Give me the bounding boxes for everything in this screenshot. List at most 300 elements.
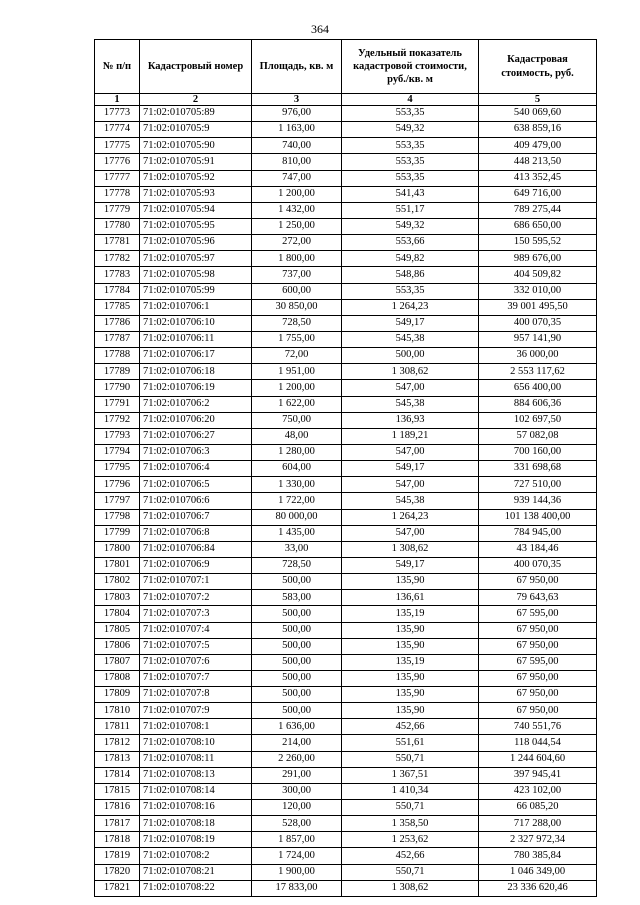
row-number-cell: 17818 bbox=[95, 832, 140, 848]
row-number-cell: 17784 bbox=[95, 283, 140, 299]
area-cell: 48,00 bbox=[252, 428, 342, 444]
table-row bbox=[95, 670, 597, 686]
row-number-cell: 17780 bbox=[95, 218, 140, 234]
unit-value-cell: 1 367,51 bbox=[342, 767, 479, 783]
area-cell: 728,50 bbox=[252, 557, 342, 573]
cadastral-value-cell: 101 138 400,00 bbox=[479, 509, 597, 525]
unit-value-cell: 545,38 bbox=[342, 331, 479, 347]
unit-value-cell: 135,90 bbox=[342, 687, 479, 703]
row-number-cell: 17814 bbox=[95, 767, 140, 783]
cadastral-number-cell: 71:02:010706:10 bbox=[140, 315, 252, 331]
area-cell: 500,00 bbox=[252, 654, 342, 670]
cadastral-number-cell: 71:02:010706:84 bbox=[140, 541, 252, 557]
table-row bbox=[95, 218, 597, 234]
cadastral-value-cell: 409 479,00 bbox=[479, 138, 597, 154]
row-number-cell: 17819 bbox=[95, 848, 140, 864]
table-row bbox=[95, 800, 597, 816]
cadastral-number-cell: 71:02:010706:18 bbox=[140, 364, 252, 380]
area-cell: 1 330,00 bbox=[252, 477, 342, 493]
table-row bbox=[95, 751, 597, 767]
unit-value-cell: 553,66 bbox=[342, 235, 479, 251]
row-number-cell: 17805 bbox=[95, 622, 140, 638]
area-cell: 1 800,00 bbox=[252, 251, 342, 267]
table-row bbox=[95, 461, 597, 477]
row-number-cell: 17800 bbox=[95, 541, 140, 557]
table-row bbox=[95, 719, 597, 735]
unit-value-cell: 135,19 bbox=[342, 654, 479, 670]
row-number-cell: 17821 bbox=[95, 880, 140, 896]
table-row bbox=[95, 638, 597, 654]
area-cell: 600,00 bbox=[252, 283, 342, 299]
area-cell: 1 200,00 bbox=[252, 380, 342, 396]
area-cell: 737,00 bbox=[252, 267, 342, 283]
unit-value-cell: 553,35 bbox=[342, 154, 479, 170]
row-number-cell: 17817 bbox=[95, 816, 140, 832]
area-cell: 72,00 bbox=[252, 348, 342, 364]
row-number-cell: 17793 bbox=[95, 428, 140, 444]
cadastral-value-cell: 2 553 117,62 bbox=[479, 364, 597, 380]
table-row bbox=[95, 235, 597, 251]
area-cell: 500,00 bbox=[252, 670, 342, 686]
unit-value-cell: 1 264,23 bbox=[342, 509, 479, 525]
row-number-cell: 17816 bbox=[95, 800, 140, 816]
cadastral-number-cell: 71:02:010706:19 bbox=[140, 380, 252, 396]
unit-value-cell: 135,90 bbox=[342, 574, 479, 590]
cadastral-value-cell: 404 509,82 bbox=[479, 267, 597, 283]
row-number-cell: 17796 bbox=[95, 477, 140, 493]
table-row bbox=[95, 154, 597, 170]
table-row bbox=[95, 138, 597, 154]
row-number-cell: 17806 bbox=[95, 638, 140, 654]
cadastral-value-cell: 400 070,35 bbox=[479, 557, 597, 573]
table-row bbox=[95, 848, 597, 864]
unit-value-cell: 545,38 bbox=[342, 493, 479, 509]
row-number-cell: 17777 bbox=[95, 170, 140, 186]
cadastral-value-cell: 638 859,16 bbox=[479, 122, 597, 138]
cadastral-value-cell: 150 595,52 bbox=[479, 235, 597, 251]
cadastral-value-cell: 717 288,00 bbox=[479, 816, 597, 832]
cadastral-value-cell: 67 950,00 bbox=[479, 622, 597, 638]
unit-value-cell: 548,86 bbox=[342, 267, 479, 283]
cadastral-number-cell: 71:02:010705:93 bbox=[140, 186, 252, 202]
cadastral-value-cell: 957 141,90 bbox=[479, 331, 597, 347]
header-area: Площадь, кв. м bbox=[252, 40, 342, 94]
row-number-cell: 17781 bbox=[95, 235, 140, 251]
column-number: 2 bbox=[140, 94, 252, 106]
area-cell: 500,00 bbox=[252, 606, 342, 622]
unit-value-cell: 135,90 bbox=[342, 703, 479, 719]
table-row bbox=[95, 622, 597, 638]
row-number-cell: 17820 bbox=[95, 864, 140, 880]
cadastral-number-cell: 71:02:010705:94 bbox=[140, 202, 252, 218]
area-cell: 214,00 bbox=[252, 735, 342, 751]
cadastral-value-cell: 332 010,00 bbox=[479, 283, 597, 299]
area-cell: 500,00 bbox=[252, 638, 342, 654]
cadastral-value-cell: 2 327 972,34 bbox=[479, 832, 597, 848]
unit-value-cell: 551,17 bbox=[342, 202, 479, 218]
cadastral-number-cell: 71:02:010707:9 bbox=[140, 703, 252, 719]
unit-value-cell: 1 308,62 bbox=[342, 541, 479, 557]
unit-value-cell: 549,32 bbox=[342, 122, 479, 138]
area-cell: 500,00 bbox=[252, 687, 342, 703]
cadastral-value-cell: 400 070,35 bbox=[479, 315, 597, 331]
cadastral-value-cell: 67 950,00 bbox=[479, 638, 597, 654]
cadastral-value-cell: 989 676,00 bbox=[479, 251, 597, 267]
cadastral-value-table bbox=[94, 39, 597, 897]
header-row bbox=[95, 40, 597, 94]
cadastral-number-cell: 71:02:010706:8 bbox=[140, 525, 252, 541]
cadastral-number-cell: 71:02:010707:3 bbox=[140, 606, 252, 622]
cadastral-value-cell: 727 510,00 bbox=[479, 477, 597, 493]
table-row bbox=[95, 396, 597, 412]
table-body bbox=[95, 106, 597, 897]
cadastral-value-cell: 740 551,76 bbox=[479, 719, 597, 735]
column-number: 1 bbox=[95, 94, 140, 106]
cadastral-number-cell: 71:02:010706:5 bbox=[140, 477, 252, 493]
header-cadastral-number: Кадастровый номер bbox=[140, 40, 252, 94]
area-cell: 1 250,00 bbox=[252, 218, 342, 234]
unit-value-cell: 550,71 bbox=[342, 751, 479, 767]
table-row bbox=[95, 364, 597, 380]
header-cadastral-value: Кадастровая стоимость, руб. bbox=[479, 40, 597, 94]
cadastral-number-cell: 71:02:010706:4 bbox=[140, 461, 252, 477]
cadastral-number-cell: 71:02:010706:2 bbox=[140, 396, 252, 412]
unit-value-cell: 1 189,21 bbox=[342, 428, 479, 444]
cadastral-number-cell: 71:02:010708:13 bbox=[140, 767, 252, 783]
cadastral-number-cell: 71:02:010706:11 bbox=[140, 331, 252, 347]
table-row bbox=[95, 170, 597, 186]
cadastral-value-cell: 23 336 620,46 bbox=[479, 880, 597, 896]
unit-value-cell: 549,17 bbox=[342, 315, 479, 331]
cadastral-value-cell: 57 082,08 bbox=[479, 428, 597, 444]
table-row bbox=[95, 412, 597, 428]
area-cell: 500,00 bbox=[252, 703, 342, 719]
cadastral-number-cell: 71:02:010706:17 bbox=[140, 348, 252, 364]
unit-value-cell: 547,00 bbox=[342, 380, 479, 396]
unit-value-cell: 136,93 bbox=[342, 412, 479, 428]
unit-value-cell: 452,66 bbox=[342, 848, 479, 864]
area-cell: 1 900,00 bbox=[252, 864, 342, 880]
row-number-cell: 17811 bbox=[95, 719, 140, 735]
table-row bbox=[95, 832, 597, 848]
column-number: 4 bbox=[342, 94, 479, 106]
row-number-cell: 17808 bbox=[95, 670, 140, 686]
row-number-cell: 17782 bbox=[95, 251, 140, 267]
row-number-cell: 17797 bbox=[95, 493, 140, 509]
area-cell: 1 435,00 bbox=[252, 525, 342, 541]
row-number-cell: 17809 bbox=[95, 687, 140, 703]
row-number-cell: 17795 bbox=[95, 461, 140, 477]
cadastral-number-cell: 71:02:010705:95 bbox=[140, 218, 252, 234]
area-cell: 528,00 bbox=[252, 816, 342, 832]
row-number-cell: 17802 bbox=[95, 574, 140, 590]
row-number-cell: 17803 bbox=[95, 590, 140, 606]
cadastral-number-cell: 71:02:010708:21 bbox=[140, 864, 252, 880]
table-row bbox=[95, 428, 597, 444]
table-row bbox=[95, 202, 597, 218]
table-row bbox=[95, 122, 597, 138]
row-number-cell: 17794 bbox=[95, 444, 140, 460]
table-row bbox=[95, 574, 597, 590]
cadastral-value-cell: 939 144,36 bbox=[479, 493, 597, 509]
row-number-cell: 17812 bbox=[95, 735, 140, 751]
table-row bbox=[95, 525, 597, 541]
row-number-cell: 17773 bbox=[95, 106, 140, 122]
unit-value-cell: 547,00 bbox=[342, 444, 479, 460]
cadastral-value-cell: 67 950,00 bbox=[479, 703, 597, 719]
row-number-cell: 17779 bbox=[95, 202, 140, 218]
unit-value-cell: 452,66 bbox=[342, 719, 479, 735]
cadastral-value-cell: 67 950,00 bbox=[479, 574, 597, 590]
row-number-cell: 17798 bbox=[95, 509, 140, 525]
row-number-cell: 17788 bbox=[95, 348, 140, 364]
cadastral-number-cell: 71:02:010706:7 bbox=[140, 509, 252, 525]
cadastral-value-cell: 118 044,54 bbox=[479, 735, 597, 751]
cadastral-value-cell: 649 716,00 bbox=[479, 186, 597, 202]
cadastral-number-cell: 71:02:010708:11 bbox=[140, 751, 252, 767]
cadastral-number-cell: 71:02:010706:1 bbox=[140, 299, 252, 315]
table-row bbox=[95, 703, 597, 719]
cadastral-value-cell: 884 606,36 bbox=[479, 396, 597, 412]
table-row bbox=[95, 493, 597, 509]
cadastral-value-cell: 36 000,00 bbox=[479, 348, 597, 364]
area-cell: 1 280,00 bbox=[252, 444, 342, 460]
table-row bbox=[95, 654, 597, 670]
cadastral-value-cell: 43 184,46 bbox=[479, 541, 597, 557]
unit-value-cell: 553,35 bbox=[342, 138, 479, 154]
table-row bbox=[95, 283, 597, 299]
area-cell: 17 833,00 bbox=[252, 880, 342, 896]
row-number-cell: 17815 bbox=[95, 783, 140, 799]
cadastral-number-cell: 71:02:010708:18 bbox=[140, 816, 252, 832]
cadastral-value-cell: 397 945,41 bbox=[479, 767, 597, 783]
row-number-cell: 17789 bbox=[95, 364, 140, 380]
cadastral-number-cell: 71:02:010706:27 bbox=[140, 428, 252, 444]
row-number-cell: 17810 bbox=[95, 703, 140, 719]
table-row bbox=[95, 348, 597, 364]
cadastral-number-cell: 71:02:010706:3 bbox=[140, 444, 252, 460]
unit-value-cell: 545,38 bbox=[342, 396, 479, 412]
unit-value-cell: 547,00 bbox=[342, 525, 479, 541]
cadastral-number-cell: 71:02:010705:9 bbox=[140, 122, 252, 138]
cadastral-number-cell: 71:02:010708:1 bbox=[140, 719, 252, 735]
row-number-cell: 17778 bbox=[95, 186, 140, 202]
area-cell: 1 622,00 bbox=[252, 396, 342, 412]
unit-value-cell: 550,71 bbox=[342, 800, 479, 816]
cadastral-number-cell: 71:02:010705:92 bbox=[140, 170, 252, 186]
area-cell: 80 000,00 bbox=[252, 509, 342, 525]
area-cell: 1 857,00 bbox=[252, 832, 342, 848]
area-cell: 1 200,00 bbox=[252, 186, 342, 202]
cadastral-number-cell: 71:02:010707:5 bbox=[140, 638, 252, 654]
unit-value-cell: 135,90 bbox=[342, 638, 479, 654]
row-number-cell: 17801 bbox=[95, 557, 140, 573]
area-cell: 747,00 bbox=[252, 170, 342, 186]
row-number-cell: 17774 bbox=[95, 122, 140, 138]
row-number-cell: 17813 bbox=[95, 751, 140, 767]
cadastral-number-cell: 71:02:010708:2 bbox=[140, 848, 252, 864]
area-cell: 2 260,00 bbox=[252, 751, 342, 767]
table-row bbox=[95, 509, 597, 525]
cadastral-value-cell: 686 650,00 bbox=[479, 218, 597, 234]
table-row bbox=[95, 590, 597, 606]
unit-value-cell: 550,71 bbox=[342, 864, 479, 880]
table-row bbox=[95, 186, 597, 202]
area-cell: 976,00 bbox=[252, 106, 342, 122]
table-row bbox=[95, 783, 597, 799]
area-cell: 1 432,00 bbox=[252, 202, 342, 218]
area-cell: 750,00 bbox=[252, 412, 342, 428]
area-cell: 30 850,00 bbox=[252, 299, 342, 315]
cadastral-value-cell: 67 950,00 bbox=[479, 687, 597, 703]
area-cell: 1 722,00 bbox=[252, 493, 342, 509]
unit-value-cell: 1 358,50 bbox=[342, 816, 479, 832]
cadastral-number-cell: 71:02:010705:91 bbox=[140, 154, 252, 170]
table-row bbox=[95, 477, 597, 493]
cadastral-number-cell: 71:02:010708:22 bbox=[140, 880, 252, 896]
cadastral-number-cell: 71:02:010706:20 bbox=[140, 412, 252, 428]
header-number: № п/п bbox=[95, 40, 140, 94]
cadastral-value-cell: 79 643,63 bbox=[479, 590, 597, 606]
cadastral-number-cell: 71:02:010708:10 bbox=[140, 735, 252, 751]
cadastral-value-cell: 1 046 349,00 bbox=[479, 864, 597, 880]
area-cell: 740,00 bbox=[252, 138, 342, 154]
row-number-cell: 17792 bbox=[95, 412, 140, 428]
cadastral-number-cell: 71:02:010708:16 bbox=[140, 800, 252, 816]
cadastral-value-cell: 1 244 604,60 bbox=[479, 751, 597, 767]
table-row bbox=[95, 106, 597, 122]
cadastral-value-cell: 780 385,84 bbox=[479, 848, 597, 864]
table-row bbox=[95, 687, 597, 703]
unit-value-cell: 135,19 bbox=[342, 606, 479, 622]
unit-value-cell: 549,17 bbox=[342, 557, 479, 573]
unit-value-cell: 1 410,34 bbox=[342, 783, 479, 799]
cadastral-number-cell: 71:02:010707:7 bbox=[140, 670, 252, 686]
row-number-cell: 17787 bbox=[95, 331, 140, 347]
page-number: 364 bbox=[311, 22, 329, 36]
row-number-cell: 17775 bbox=[95, 138, 140, 154]
unit-value-cell: 547,00 bbox=[342, 477, 479, 493]
cadastral-number-cell: 71:02:010706:6 bbox=[140, 493, 252, 509]
cadastral-value-cell: 448 213,50 bbox=[479, 154, 597, 170]
unit-value-cell: 553,35 bbox=[342, 106, 479, 122]
unit-value-cell: 1 264,23 bbox=[342, 299, 479, 315]
cadastral-value-cell: 102 697,50 bbox=[479, 412, 597, 428]
area-cell: 33,00 bbox=[252, 541, 342, 557]
row-number-cell: 17783 bbox=[95, 267, 140, 283]
table-row bbox=[95, 444, 597, 460]
cadastral-value-cell: 67 950,00 bbox=[479, 670, 597, 686]
cadastral-number-cell: 71:02:010707:2 bbox=[140, 590, 252, 606]
cadastral-value-cell: 423 102,00 bbox=[479, 783, 597, 799]
cadastral-value-cell: 39 001 495,50 bbox=[479, 299, 597, 315]
area-cell: 1 163,00 bbox=[252, 122, 342, 138]
table-row bbox=[95, 251, 597, 267]
unit-value-cell: 549,32 bbox=[342, 218, 479, 234]
cadastral-value-cell: 789 275,44 bbox=[479, 202, 597, 218]
table-row bbox=[95, 299, 597, 315]
cadastral-value-cell: 67 595,00 bbox=[479, 606, 597, 622]
row-number-cell: 17799 bbox=[95, 525, 140, 541]
cadastral-number-cell: 71:02:010707:1 bbox=[140, 574, 252, 590]
row-number-cell: 17786 bbox=[95, 315, 140, 331]
area-cell: 1 636,00 bbox=[252, 719, 342, 735]
table-row bbox=[95, 331, 597, 347]
table-row bbox=[95, 380, 597, 396]
cadastral-number-cell: 71:02:010705:90 bbox=[140, 138, 252, 154]
area-cell: 291,00 bbox=[252, 767, 342, 783]
table-row bbox=[95, 557, 597, 573]
cadastral-value-cell: 700 160,00 bbox=[479, 444, 597, 460]
cadastral-number-cell: 71:02:010705:97 bbox=[140, 251, 252, 267]
area-cell: 120,00 bbox=[252, 800, 342, 816]
table-row bbox=[95, 735, 597, 751]
unit-value-cell: 553,35 bbox=[342, 170, 479, 186]
cadastral-number-cell: 71:02:010708:14 bbox=[140, 783, 252, 799]
area-cell: 583,00 bbox=[252, 590, 342, 606]
table-row bbox=[95, 606, 597, 622]
area-cell: 810,00 bbox=[252, 154, 342, 170]
row-number-cell: 17790 bbox=[95, 380, 140, 396]
column-number: 3 bbox=[252, 94, 342, 106]
header-unit-value: Удельный показатель кадастровой стоимости, руб./кв. м bbox=[342, 40, 479, 94]
cadastral-number-cell: 71:02:010707:6 bbox=[140, 654, 252, 670]
row-number-cell: 17791 bbox=[95, 396, 140, 412]
area-cell: 1 724,00 bbox=[252, 848, 342, 864]
cadastral-value-cell: 540 069,60 bbox=[479, 106, 597, 122]
table-row bbox=[95, 541, 597, 557]
area-cell: 500,00 bbox=[252, 622, 342, 638]
area-cell: 728,50 bbox=[252, 315, 342, 331]
table-row bbox=[95, 767, 597, 783]
unit-value-cell: 1 253,62 bbox=[342, 832, 479, 848]
area-cell: 1 755,00 bbox=[252, 331, 342, 347]
cadastral-value-cell: 331 698,68 bbox=[479, 461, 597, 477]
area-cell: 1 951,00 bbox=[252, 364, 342, 380]
unit-value-cell: 1 308,62 bbox=[342, 364, 479, 380]
unit-value-cell: 553,35 bbox=[342, 283, 479, 299]
table-row bbox=[95, 267, 597, 283]
unit-value-cell: 549,17 bbox=[342, 461, 479, 477]
area-cell: 300,00 bbox=[252, 783, 342, 799]
row-number-cell: 17776 bbox=[95, 154, 140, 170]
area-cell: 604,00 bbox=[252, 461, 342, 477]
cadastral-number-cell: 71:02:010705:96 bbox=[140, 235, 252, 251]
column-number: 5 bbox=[479, 94, 597, 106]
cadastral-number-cell: 71:02:010705:99 bbox=[140, 283, 252, 299]
cadastral-number-cell: 71:02:010707:4 bbox=[140, 622, 252, 638]
cadastral-number-cell: 71:02:010708:19 bbox=[140, 832, 252, 848]
cadastral-number-cell: 71:02:010706:9 bbox=[140, 557, 252, 573]
unit-value-cell: 136,61 bbox=[342, 590, 479, 606]
area-cell: 272,00 bbox=[252, 235, 342, 251]
cadastral-value-cell: 413 352,45 bbox=[479, 170, 597, 186]
unit-value-cell: 135,90 bbox=[342, 622, 479, 638]
unit-value-cell: 135,90 bbox=[342, 670, 479, 686]
area-cell: 500,00 bbox=[252, 574, 342, 590]
unit-value-cell: 500,00 bbox=[342, 348, 479, 364]
cadastral-number-cell: 71:02:010707:8 bbox=[140, 687, 252, 703]
row-number-cell: 17807 bbox=[95, 654, 140, 670]
table-row bbox=[95, 315, 597, 331]
cadastral-number-cell: 71:02:010705:98 bbox=[140, 267, 252, 283]
cadastral-value-cell: 656 400,00 bbox=[479, 380, 597, 396]
unit-value-cell: 551,61 bbox=[342, 735, 479, 751]
table-row bbox=[95, 816, 597, 832]
table-row bbox=[95, 864, 597, 880]
cadastral-value-cell: 66 085,20 bbox=[479, 800, 597, 816]
cadastral-value-cell: 784 945,00 bbox=[479, 525, 597, 541]
